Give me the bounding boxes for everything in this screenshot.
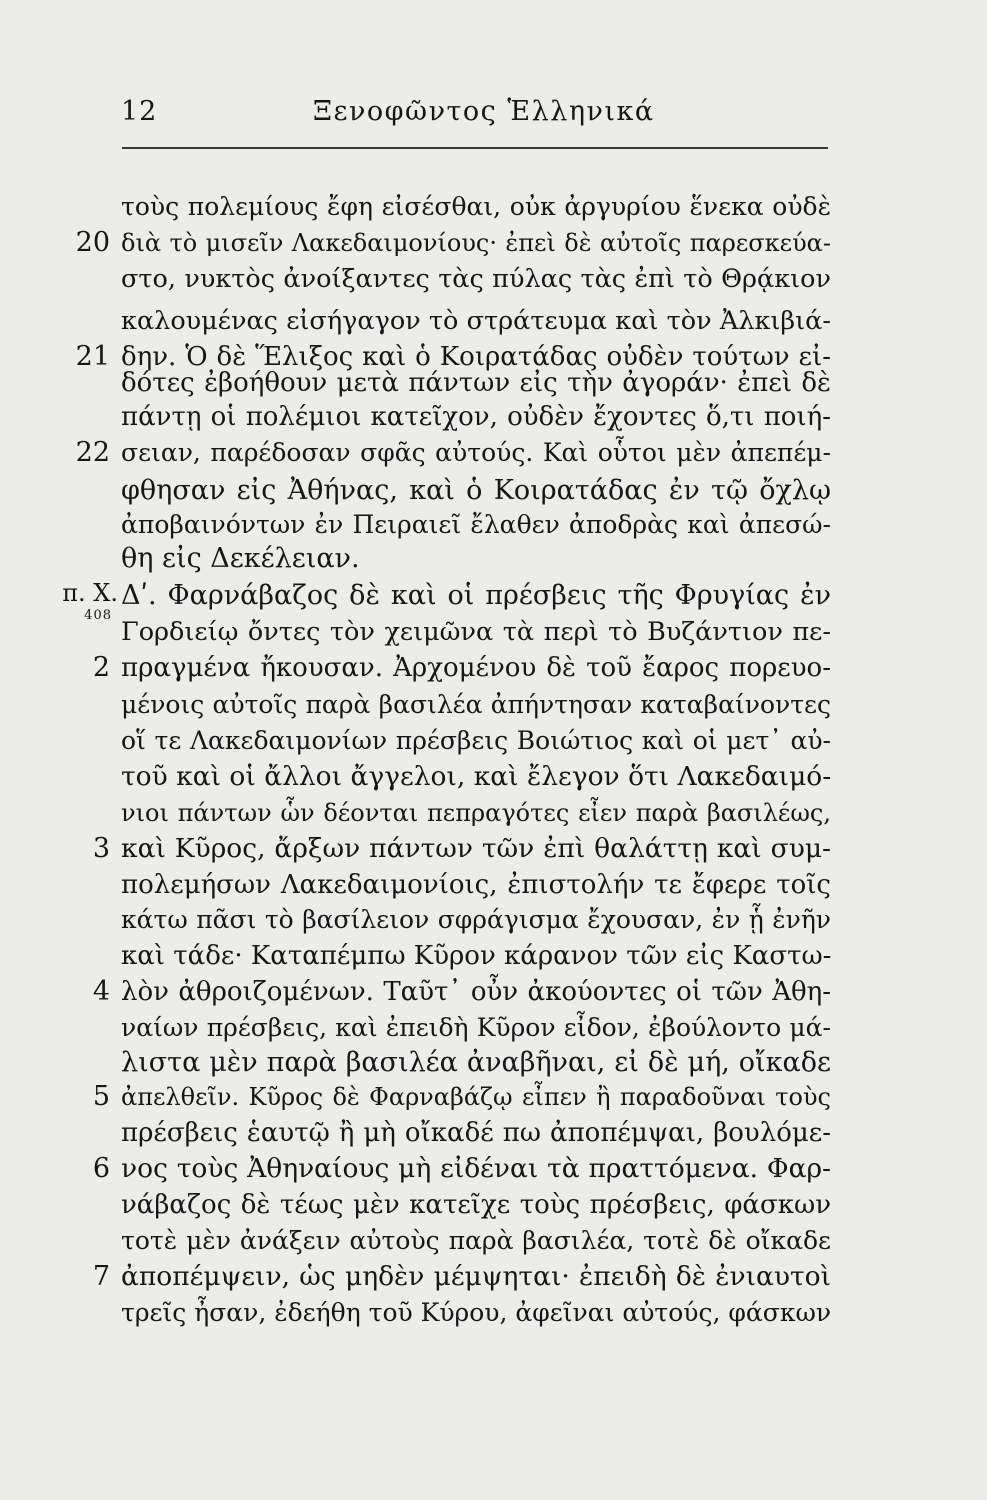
section-number: 6 bbox=[92, 1153, 110, 1184]
text-line: καὶ τάδε· Καταπέμπω Κῦρον κάρανον τῶν εἰς Καστω- bbox=[121, 941, 832, 971]
text-line: καὶ Κῦρος, ἄρξων πάντων τῶν ἐπὶ θαλάττῃ καὶ συμ- bbox=[121, 833, 831, 864]
running-title: Ξενοφῶντος Ἑλληνικά bbox=[313, 96, 655, 127]
text-line: στο, νυκτὸς ἀνοίξαντες τὰς πύλας τὰς ἐπὶ τὸ Θρᾴκιον bbox=[121, 264, 831, 294]
text-line: νος τοὺς Ἀθηναίους μὴ εἰδέναι τὰ πραττόμενα. Φαρ- bbox=[121, 1153, 831, 1184]
section-number: 3 bbox=[92, 833, 110, 864]
text-line: διὰ τὸ μισεῖν Λακεδαιμονίους· ἐπεὶ δὲ αὐτοῖς παρεσκεύα- bbox=[121, 229, 831, 257]
text-line: νάβαζος δὲ τέως μὲν κατεῖχε τοὺς πρέσβεις, φάσκων bbox=[121, 1190, 831, 1220]
text-line: δην. Ὁ δὲ Ἕλιξος καὶ ὁ Κοιρατάδας οὐδὲν τούτων εἰ- bbox=[121, 342, 831, 372]
text-line: πολεμήσων Λακεδαιμονίοις, ἐπιστολήν τε ἔφερε τοῖς bbox=[121, 870, 831, 900]
era-label: π. Χ. bbox=[62, 579, 118, 607]
text-line: σειαν, παρέδοσαν σφᾶς αὐτούς. Καὶ οὗτοι μὲν ἀπεπέμ- bbox=[121, 438, 831, 467]
text-line: ἀπελθεῖν. Κῦρος δὲ Φαρναβάζῳ εἶπεν ἢ παραδοῦναι τοὺς bbox=[121, 1083, 831, 1111]
text-line: ναίων πρέσβεις, καὶ ἐπειδὴ Κῦρον εἶδον, ἐβούλοντο μά- bbox=[121, 1013, 831, 1042]
text-line: μένοις αὐτοῖς παρὰ βασιλέα ἀπήντησαν καταβαίνοντες bbox=[121, 690, 831, 719]
text-line: λιστα μὲν παρὰ βασιλέα ἀναβῆναι, εἰ δὲ μή, οἴκαδε bbox=[121, 1047, 831, 1078]
text-line: καλουμένας εἰσήγαγον τὸ στράτευμα καὶ τὸν Ἀλκιβιά- bbox=[121, 306, 831, 336]
text-line: πρέσβεις ἑαυτῷ ἢ μὴ οἴκαδέ πω ἀποπέμψαι, βουλόμε- bbox=[121, 1118, 831, 1148]
section-number: 5 bbox=[92, 1081, 110, 1112]
text-line: θη εἰς Δεκέλειαν. bbox=[121, 543, 360, 574]
text-line: ἀποπέμψειν, ὡς μηδὲν μέμψηται· ἐπειδὴ δὲ ἐνιαυτοὶ bbox=[121, 1261, 831, 1292]
section-number: 7 bbox=[92, 1261, 110, 1292]
section-number: 22 bbox=[75, 437, 110, 468]
text-line: τοτὲ μὲν ἀνάξειν αὐτοὺς παρὰ βασιλέα, τοτὲ δὲ οἴκαδε bbox=[121, 1226, 831, 1255]
text-line: κάτω πᾶσι τὸ βασίλειον σφράγισμα ἔχουσαν, ἐν ᾗ ἐνῆν bbox=[121, 905, 831, 934]
chapter-start-line: Δʹ. Φαρνάβαζος δὲ καὶ οἱ πρέσβεις τῆς Φρυγίας ἐν bbox=[121, 580, 831, 611]
page-number: 12 bbox=[121, 96, 158, 127]
text-line: ἀποβαινόντων ἐν Πειραιεῖ ἔλαθεν ἀποδρὰς καὶ ἀπεσώ- bbox=[121, 510, 831, 539]
header-rule bbox=[122, 147, 828, 149]
year-label: 408 bbox=[84, 608, 112, 623]
text-line: τρεῖς ἦσαν, ἐδεήθη τοῦ Κύρου, ἀφεῖναι αὐτούς, φάσκων bbox=[121, 1298, 832, 1327]
text-line: πραγμένα ἤκουσαν. Ἀρχομένου δὲ τοῦ ἔαρος πορευο- bbox=[121, 653, 831, 683]
text-line: Γορδιείῳ ὄντες τὸν χειμῶνα τὰ περὶ τὸ Βυζάντιον πε- bbox=[121, 617, 831, 647]
text-line: φθησαν εἰς Ἀθήνας, καὶ ὁ Κοιρατάδας ἐν τῷ ὄχλῳ bbox=[121, 475, 831, 506]
section-number: 20 bbox=[75, 227, 110, 258]
text-line: τοὺς πολεμίους ἔφη εἰσέσθαι, οὐκ ἀργυρίου ἕνεκα οὐδὲ bbox=[121, 192, 831, 221]
text-line: νιοι πάντων ὧν δέονται πεπραγότες εἶεν παρὰ βασιλέως, bbox=[121, 799, 831, 827]
text-line: οἵ τε Λακεδαιμονίων πρέσβεις Βοιώτιος καὶ οἱ μετ᾽ αὐ- bbox=[121, 726, 831, 755]
section-number: 21 bbox=[75, 341, 110, 372]
text-line: δότες ἐβοήθουν μετὰ πάντων εἰς τὴν ἀγοράν· ἐπεὶ δὲ bbox=[121, 368, 831, 398]
text-line: λὸν ἀθροιζομένων. Ταῦτ᾽ οὖν ἀκούοντες οἱ τῶν Ἀθη- bbox=[121, 977, 831, 1007]
section-number: 4 bbox=[92, 976, 110, 1007]
text-line: πάντῃ οἱ πολέμιοι κατεῖχον, οὐδὲν ἔχοντες ὅ,τι ποιή- bbox=[121, 402, 831, 432]
text-line: τοῦ καὶ οἱ ἄλλοι ἄγγελοι, καὶ ἔλεγον ὅτι Λακεδαιμό- bbox=[121, 761, 832, 792]
section-number: 2 bbox=[92, 652, 110, 683]
